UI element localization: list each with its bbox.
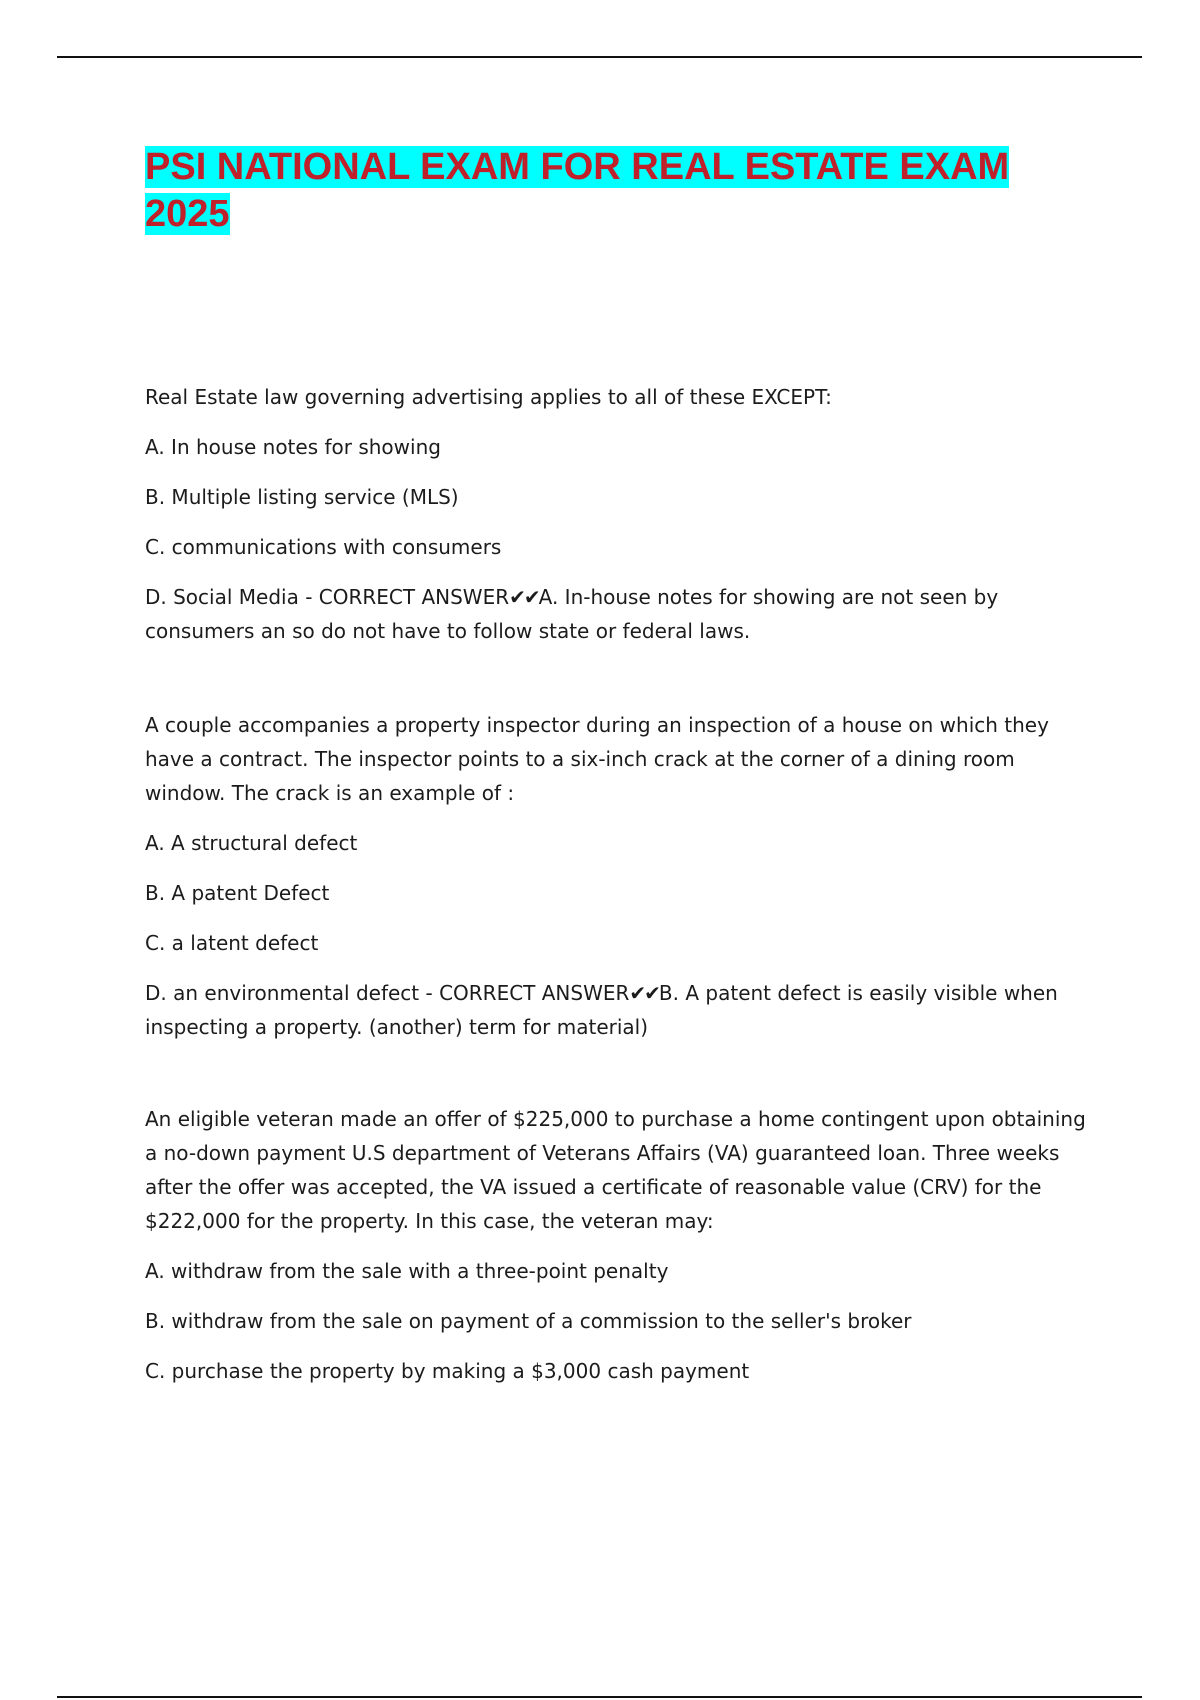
question-1-answer-text: A. In-house notes for showing are not seen by consumers an so do not have to follow state or federal laws. [145,585,999,643]
question-2-answer-text: B. A patent defect is easily visible when inspecting a property. (another) term for material) [145,981,1058,1039]
question-1-stem: Real Estate law governing advertising applies to all of these EXCEPT: [145,385,832,409]
question-1-answer-marker: - CORRECT ANSWER [298,585,510,609]
check-mark-icon: ✔✔ [509,585,539,609]
question-2 [145,708,1090,1044]
question-3 [145,1102,1090,1388]
question-1-option-d: D. Social Media [145,585,299,609]
question-3-stem: An eligible veteran made an offer of $225,000 to purchase a home contingent upon obtaining a no-down payment U.S department of Veterans Affairs (VA) guaranteed loan. Three weeks after the offer was accepted, the VA issued a certificate of reasonable value (CRV) for the $222,000 for the property. In this case, the veteran may: [145,1107,1086,1233]
question-1 [145,380,1090,648]
question-3-option-b: B. withdraw from the sale on payment of a commission to the seller's broker [145,1309,912,1333]
question-2-answer-marker: - CORRECT ANSWER [419,981,630,1005]
question-1-option-c: C. communications with consumers [145,535,502,559]
question-2-option-a: A. A structural defect [145,831,358,855]
header-rule [57,56,1142,58]
question-1-option-d-with-answer [145,580,1090,648]
question-1-option-b: B. Multiple listing service (MLS) [145,485,459,509]
question-2-option-d: D. an environmental defect [145,981,420,1005]
document-title [145,144,1075,238]
question-2-stem: A couple accompanies a property inspector during an inspection of a house on which they have a contract. The inspector points to a six-inch crack at the corner of a dining room window. The crack is an example of : [145,713,1049,805]
document-title-text: PSI NATIONAL EXAM FOR REAL ESTATE EXAM 2025 [145,146,1010,235]
question-2-option-b: B. A patent Defect [145,881,330,905]
question-list [145,380,1090,1388]
footer-rule [57,1696,1142,1698]
check-mark-icon: ✔✔ [629,981,659,1005]
question-2-option-d-with-answer [145,976,1090,1044]
question-2-option-c: C. a latent defect [145,931,319,955]
question-1-option-a: A. In house notes for showing [145,435,441,459]
question-3-option-c: C. purchase the property by making a $3,000 cash payment [145,1359,750,1383]
question-3-option-a: A. withdraw from the sale with a three-point penalty [145,1259,669,1283]
